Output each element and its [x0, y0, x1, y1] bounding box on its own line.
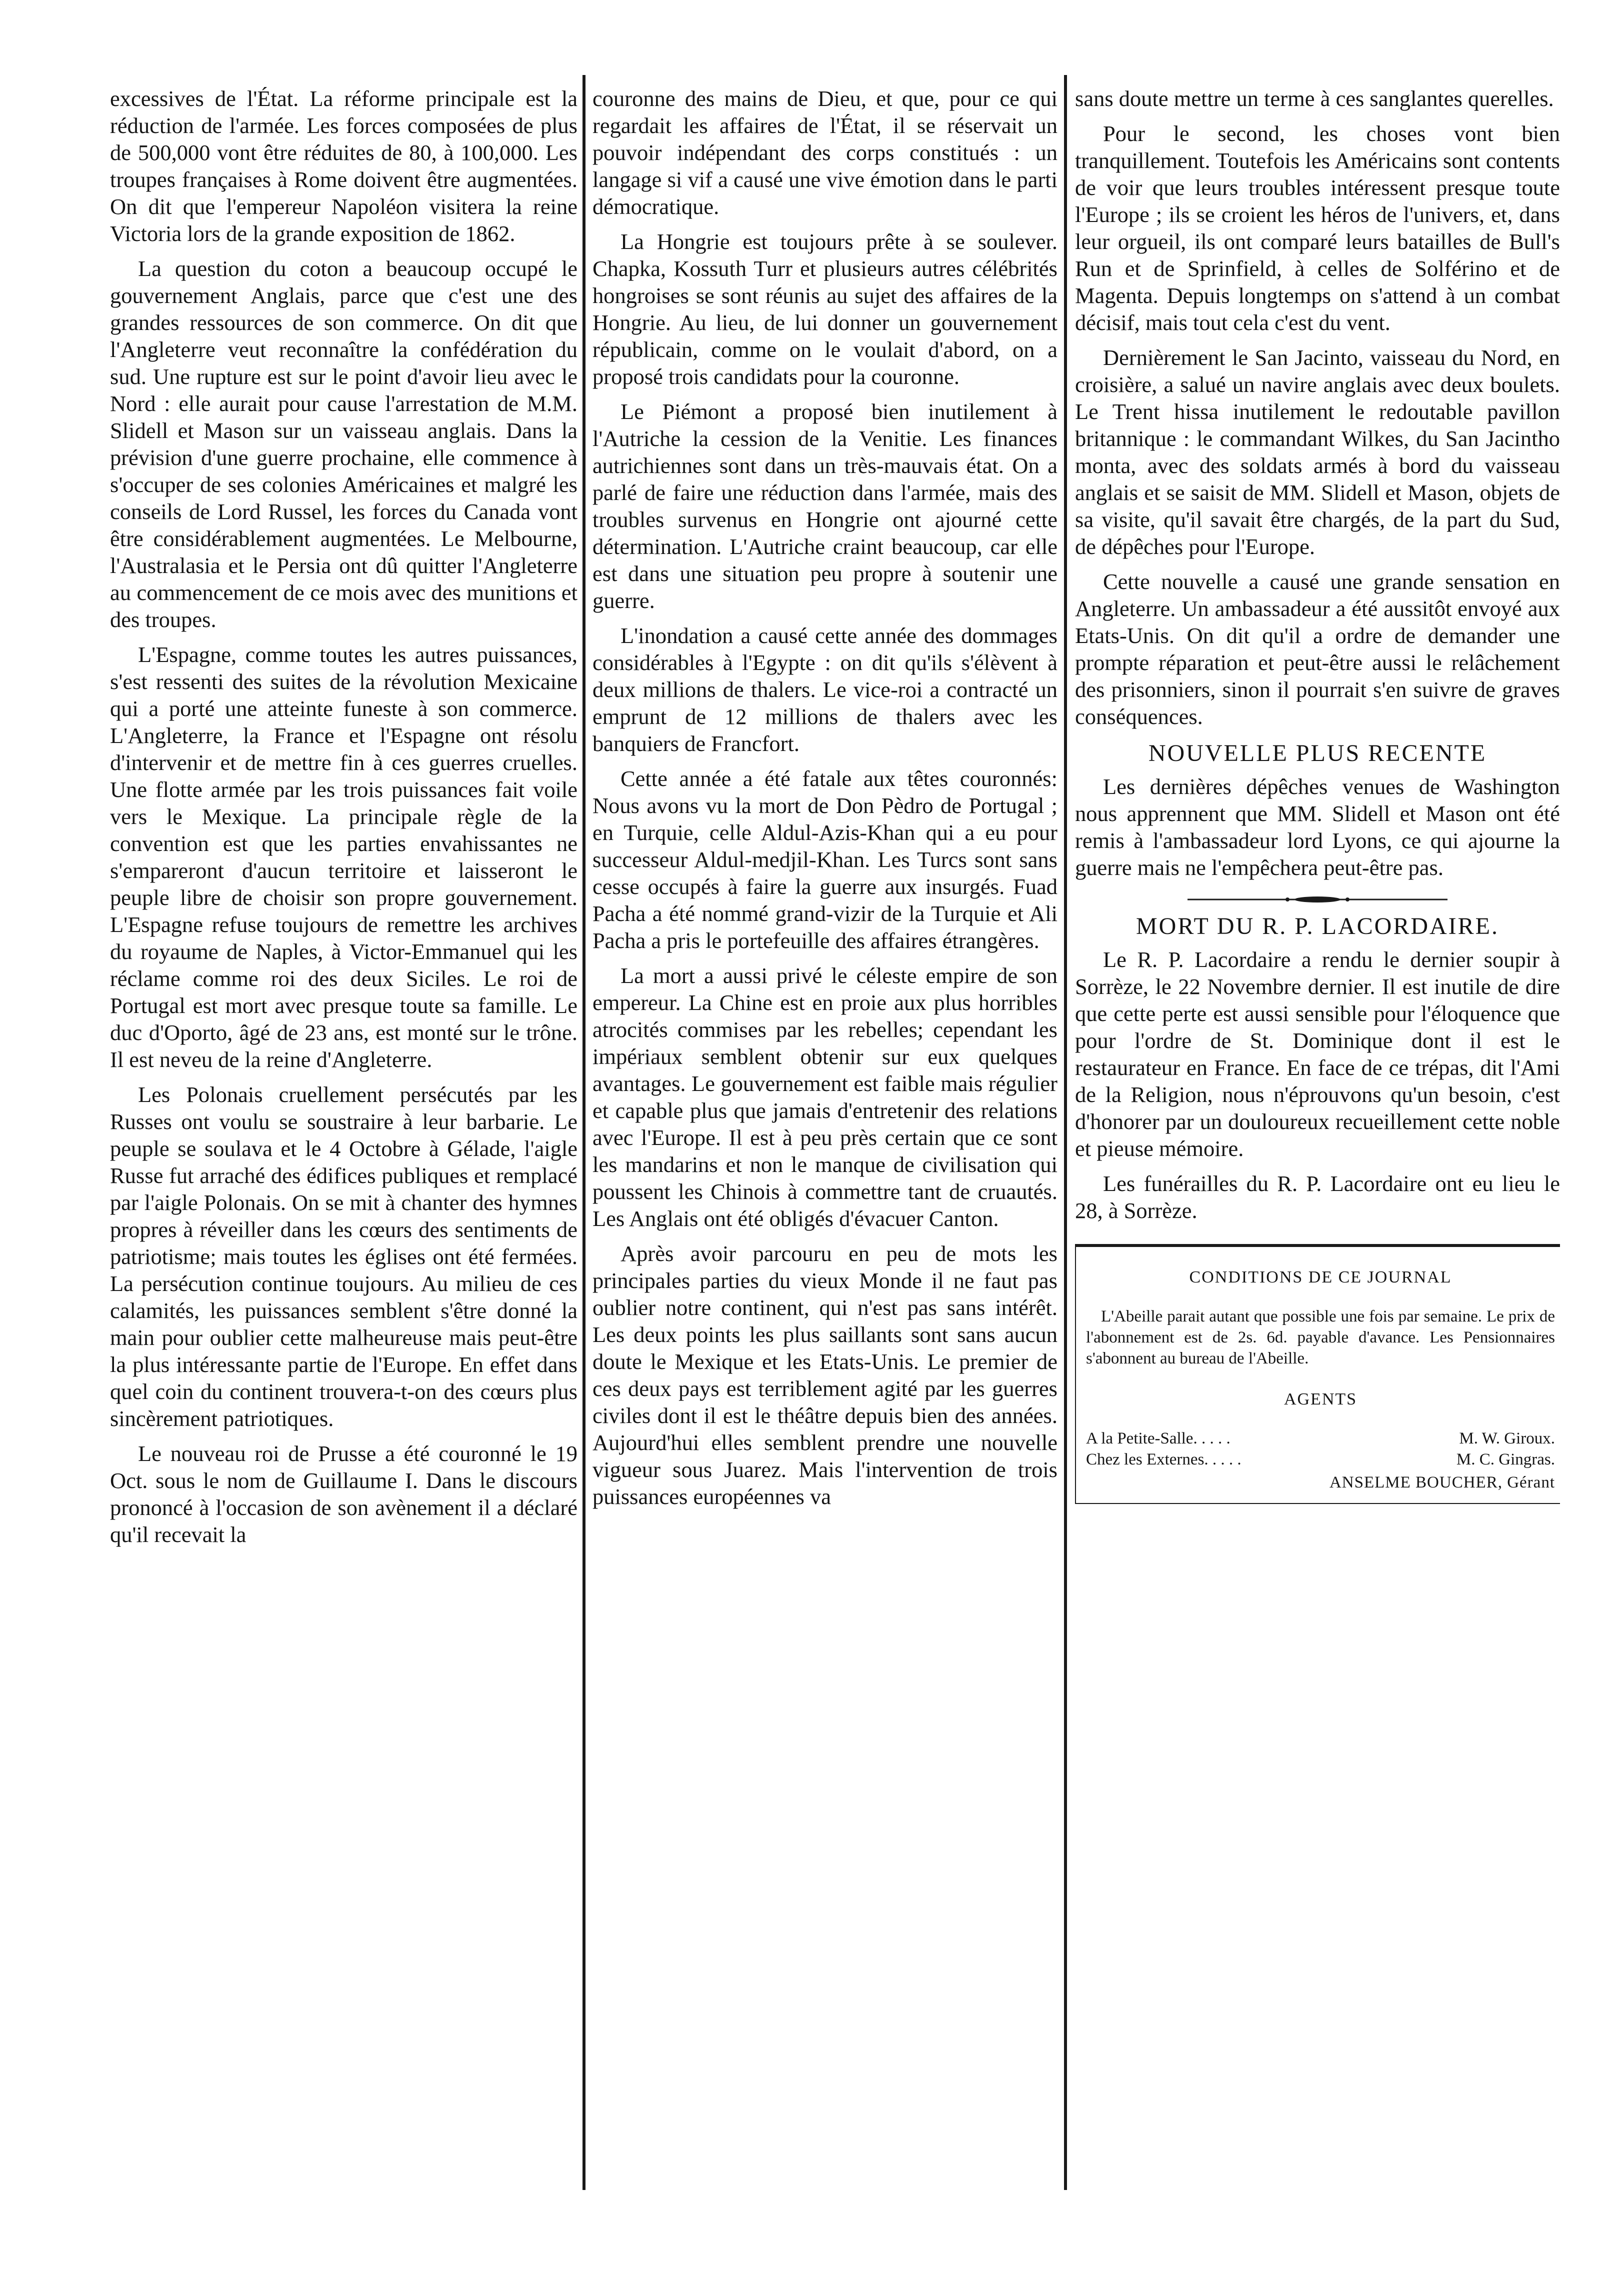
- article-paragraph: Le nouveau roi de Prusse a été couronné le 19 Oct. sous le nom de Guillaume I. Dans le discours prononcé à l'occasion de son avènement il a déclaré qu'il recevait la: [110, 1441, 578, 1547]
- article-paragraph: Après avoir parcouru en peu de mots les principales parties du vieux Monde il ne faut pas oublier notre continent, qui n'est pas sans intérêt. Les deux points les plus saillants sont sans aucun doute le Mexique et les Etats-Unis. Le premier de ces deux pays est terriblement agité par les guerres civiles dont il est le théâtre depuis bien des années. Aujourd'hui elles semblent prendre une nouvelle vigueur sous Juarez. Mais l'intervention de trois puissances européennes va: [592, 1241, 1058, 1509]
- article-paragraph: L'Espagne, comme toutes les autres puissances, s'est ressenti des suites de la révolution Mexicaine qui a porté une atteinte funeste à son commerce. L'Angleterre, la France et l'Espagne ont résolu d'intervenir et de mettre fin à ces guerres cruelles. Une flotte armée par les trois puissances fait voile vers le Mexique. La principale règle de la convention est que les parties envahissantes ne s'empareront d'aucun territoire et laisseront le peuple libre de choisir son propre gouvernement. L'Espagne refuse toujours de remettre les archives du royaume de Naples, à Victor-Emmanuel qui les réclame comme roi des deux Siciles. Le roi de Portugal est mort avec presque toute sa famille. Le duc d'Oporto, âgé de 23 ans, est monté sur le trône. Il est neveu de la reine d'Angleterre.: [110, 642, 578, 1072]
- article-paragraph: La Hongrie est toujours prête à se soulever. Chapka, Kossuth Turr et plusieurs autres célébrités hongroises se sont réunis au sujet des affaires de la Hongrie. Au lieu, de lui donner un gouvernement républicain, comme on le voulait d'abord, on a proposé trois candidats pour la couronne.: [592, 229, 1058, 389]
- obituary-paragraph: Le R. P. Lacordaire a rendu le dernier soupir à Sorrèze, le 22 Novembre dernier. Il est inutile de dire que cette perte est aussi sensible pour l'éloquence que pour l'ordre de St. Dominique dont il est le restaurateur en France. En face de ce trépas, dit l'Ami de la Religion, nous n'éprouvons qu'un besoin, c'est d'honorer par un douloureux recueillement cette noble et pieuse mémoire.: [1075, 947, 1560, 1161]
- article-paragraph: excessives de l'État. La réforme principale est la réduction de l'armée. Les forces composées de plus de 500,000 vont être réduites de 80, à 100,000. Les troupes françaises à Rome doivent être augmentées. On dit que l'empereur Napoléon visitera la reine Victoria lors de la grande exposition de 1862.: [110, 86, 578, 246]
- article-paragraph: La mort a aussi privé le céleste empire de son empereur. La Chine est en proie aux plus horribles atrocités commises par les rebelles; cependant les impériaux semblent obtenir sur eux quelques avantages. Le gouvernement est faible mais régulier et capable plus que jamais d'entretenir des relations avec l'Europe. Il est à peu près certain que ce sont les mandarins et non le manque de civilisation qui poussent les Chinois à commettre tant de cruautés. Les Anglais ont été obligés d'évacuer Canton.: [592, 963, 1058, 1231]
- article-paragraph: La question du coton a beaucoup occupé le gouvernement Anglais, parce que c'est une des grandes ressources de son commerce. On dit que l'Angleterre veut reconnaître la confédération du sud. Une rupture est sur le point d'avoir lieu avec le Nord : elle aurait pour cause l'arrestation de M.M. Slidell et Mason sur un vaisseau anglais. Dans la prévision d'une guerre prochaine, elle commence à s'occuper de ses colonies Américaines et malgré les conseils de Lord Russel, les forces du Canada vont être considérablement augmentées. Le Melbourne, l'Australasia et le Persia ont dû quitter l'Angleterre au commencement de ce mois avec des munitions et des troupes.: [110, 256, 578, 632]
- article-paragraph: Cette nouvelle a causé une grande sensation en Angleterre. Un ambassadeur a été aussitôt envoyé aux Etats-Unis. On dit qu'il a ordre de demander une prompte réparation et peut-être aussi le relâchement des prisonniers, sinon il pourrait s'en suivre de graves conséquences.: [1075, 569, 1560, 729]
- conditions-text: L'Abeille parait autant que possible une fois par semaine. Le prix de l'abonnement est de 2s. 6d. payable d'avance. Les Pensionnaires s'abonnent au bureau de l'Abeille.: [1086, 1308, 1555, 1368]
- conditions-box: [1075, 1244, 1560, 1504]
- article-paragraph: Cette année a été fatale aux têtes couronnés: Nous avons vu la mort de Don Pèdro de Portugal ; en Turquie, celle Aldul-Azis-Khan qui a eu pour successeur Aldul-medjil-Khan. Les Turcs sont sans cesse occupés à faire la guerre aux insurgés. Fuad Pacha a été nommé grand-vizir de la Turquie et Ali Pacha a pris le portefeuille des affaires étrangères.: [592, 766, 1058, 953]
- column-rule-right: [1064, 75, 1067, 2190]
- article-paragraph: Dernièrement le San Jacinto, vaisseau du Nord, en croisière, a salué un navire anglais avec deux boulets. Le Trent hissa inutilement le redoutable pavillon britannique : le commandant Wilkes, du San Jacintho monta, avec des soldats armés à bord du vaisseau anglais et se saisit de MM. Slidell et Mason, objets de sa visite, qu'il savait être chargés, de la part du Sud, de dépêches pour l'Europe.: [1075, 345, 1560, 559]
- article-paragraph: Les Polonais cruellement persécutés par les Russes ont voulu se soustraire à leur barbarie. Le peuple se soulava et le 4 Octobre à Gélade, l'aigle Russe fut arraché des édifices publiques et remplacé par l'aigle Polonais. On se mit à chanter des hymnes propres à réveiller dans les cœurs des sentiments de patriotisme; mais toutes les églises ont été fermées. La persécution continue toujours. Au milieu de ces calamités, les puissances semblent s'être donné la main pour oublier cette malheureuse mais peut-être la plus intéressante partie de l'Europe. En effet dans quel coin du continent trouvera-t-on des cœurs plus sincèrement patriotiques.: [110, 1082, 578, 1431]
- agent-name: M. W. Giroux.: [1459, 1430, 1555, 1448]
- agent-row: [1086, 1449, 1555, 1470]
- column-2: [592, 85, 1058, 2175]
- agents-heading: AGENTS: [1284, 1390, 1358, 1408]
- signature: ANSELME BOUCHER, Gérant: [1329, 1474, 1555, 1492]
- article-paragraph: Pour le second, les choses vont bien tranquillement. Toutefois les Américains sont contents de voir que leurs troubles intéressent presque toute l'Europe ; ils se croient les héros de l'univers, et, dans leur orgueil, ils ont comparé leurs batailles de Bull's Run et de Sprinfield, à celles de Solférino et de Magenta. Depuis longtemps on s'attend à un combat décisif, mais tout cela c'est du vent.: [1075, 121, 1560, 335]
- article-paragraph: couronne des mains de Dieu, et que, pour ce qui regardait les affaires de l'État, il se réservait un pouvoir indépendant des corps constitués : un langage si vif a causé une vive émotion dans le parti démocratique.: [592, 86, 1058, 219]
- page-body: [110, 85, 1560, 2235]
- agent-place: Chez les Externes. . . . .: [1086, 1450, 1242, 1468]
- column-rule-left: [582, 75, 586, 2190]
- obituary-paragraph: Les funérailles du R. P. Lacordaire ont eu lieu le 28, à Sorrèze.: [1075, 1171, 1560, 1223]
- agent-place: A la Petite-Salle. . . . .: [1086, 1430, 1230, 1448]
- agent-row: [1086, 1428, 1555, 1449]
- news-heading: NOUVELLE PLUS RECENTE: [1148, 740, 1487, 766]
- news-paragraph: Les dernières dépêches venues de Washington nous apprennent que MM. Slidell et Mason ont été remis à l'ambassadeur lord Lyons, ce qui ajourne la guerre mais ne l'empêchera peut-être pas.: [1075, 774, 1560, 880]
- conditions-heading: CONDITIONS DE CE JOURNAL: [1189, 1268, 1452, 1286]
- ornament-divider-icon: [1188, 896, 1448, 903]
- article-paragraph: Le Piémont a proposé bien inutilement à l'Autriche la cession de la Venitie. Les finances autrichiennes sont dans un très-mauvais état. On a parlé de faire une réduction dans l'armée, mais des troubles survenus en Hongrie ont ajourné cette détermination. L'Autriche craint beaucoup, car elle est dans une situation peu propre à soutenir une guerre.: [592, 399, 1058, 613]
- article-paragraph: L'inondation a causé cette année des dommages considérables à l'Egypte : on dit qu'ils s'élèvent à deux millions de thalers. Le vice-roi a contracté un emprunt de 12 millions de thalers avec les banquiers de Francfort.: [592, 623, 1058, 756]
- obituary-heading: MORT DU R. P. LACORDAIRE.: [1136, 913, 1499, 940]
- column-3: [1075, 85, 1560, 2175]
- article-paragraph: sans doute mettre un terme à ces sanglantes querelles.: [1075, 86, 1554, 111]
- column-1: [110, 85, 578, 2175]
- agent-name: M. C. Gingras.: [1456, 1450, 1555, 1468]
